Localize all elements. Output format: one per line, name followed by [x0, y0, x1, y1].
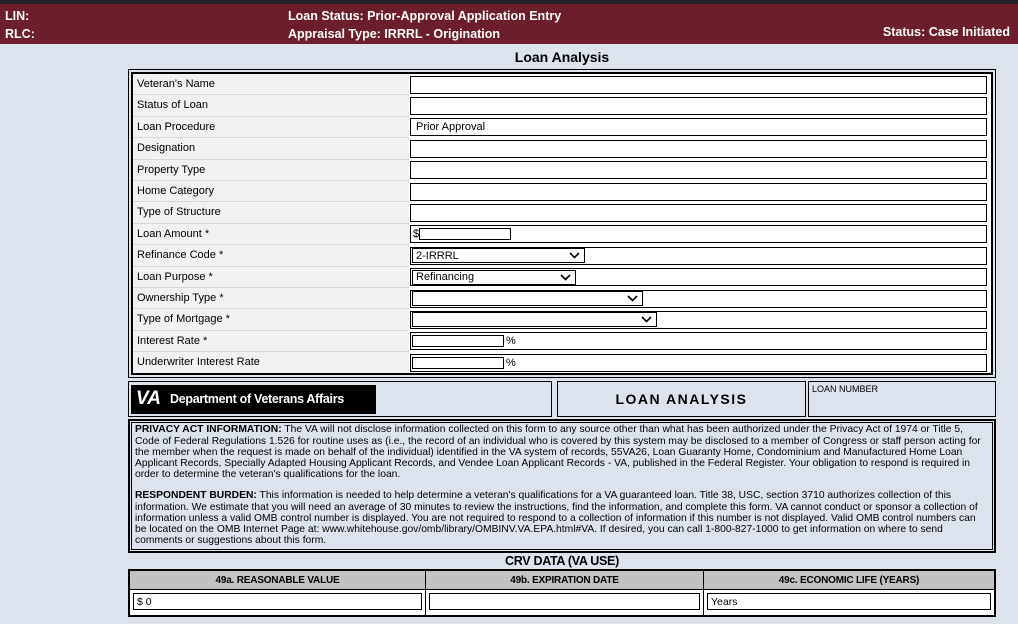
loan-analysis-form: [128, 69, 996, 378]
case-status-text: Status: Case Initiated: [882, 25, 1010, 39]
interest-rate-cell: [410, 332, 987, 350]
privacy-act-label: PRIVACY ACT INFORMATION:: [135, 424, 282, 436]
type-of-mortgage-cell: [410, 311, 987, 329]
field-row-home-category: [133, 181, 991, 202]
field-row-type-of-structure: [133, 202, 991, 223]
field-label: Type of Structure: [133, 202, 409, 223]
status-bar-center: [288, 7, 561, 43]
loan-purpose-select[interactable]: [412, 270, 576, 285]
type-of-structure-input[interactable]: [410, 204, 987, 222]
privacy-notice-box: [128, 419, 996, 552]
field-label: Status of Loan: [133, 95, 409, 116]
privacy-act-paragraph: [135, 424, 988, 480]
field-label: Type of Mortgage *: [133, 309, 409, 330]
va-logo-block: [131, 385, 376, 414]
field-label: Loan Amount *: [133, 224, 409, 245]
privacy-act-text: The VA will not disclose information collected on this form to any source other than what has been authorized under the Privacy Act of 1974 or Title 5, Code of Federal Regulations 1.526 for routine uses as (i.e., the record of an individual who is covered by this system may be disclosed to a member of Congress or staff person acting for the member when the request is made on behalf of the individual) identified in the VA system of records, 55VA26, Loan Guaranty Home, Condominium and Manufactured Home Loan Applicant Records, Specially Adapted Housing Applicant Records, and Vendee Loan Applicant Records - VA, published in the Federal Register. Your obligation to respond is required in order to determine the veteran's qualifications for the loan.: [135, 424, 981, 481]
crv-value-row: [130, 590, 994, 615]
va-form-title-box: LOAN ANALYSIS: [557, 381, 806, 417]
field-row-type-of-mortgage: [133, 309, 991, 330]
field-label: Loan Purpose *: [133, 267, 409, 288]
economic-life-input[interactable]: [707, 593, 991, 610]
type-of-mortgage-select[interactable]: [412, 312, 657, 327]
ownership-type-cell: [410, 290, 987, 308]
percent-sign-label: %: [506, 335, 516, 348]
field-row-underwriter-interest-rate: [133, 352, 991, 373]
chevron-down-icon: [641, 316, 652, 323]
ownership-type-select[interactable]: [412, 291, 643, 306]
field-label: Refinance Code *: [133, 245, 409, 266]
reasonable-value-input[interactable]: [133, 593, 422, 610]
status-bar: [0, 4, 1018, 44]
chevron-down-icon: [560, 274, 571, 281]
respondent-burden-paragraph: [135, 490, 988, 546]
va-logo-icon: [136, 386, 164, 413]
crv-header-expiration-date: 49b. EXPIRATION DATE: [426, 571, 704, 589]
field-row-status-of-loan: [133, 95, 991, 116]
loan-amount-cell: [410, 225, 987, 243]
field-label: Veteran's Name: [133, 74, 409, 95]
field-label: Ownership Type *: [133, 288, 409, 309]
field-row-loan-procedure: [133, 117, 991, 138]
loan-status-text: Loan Status: Prior-Approval Application Entry: [288, 9, 562, 23]
loan-amount-input[interactable]: [419, 228, 511, 240]
field-label: Underwriter Interest Rate: [133, 352, 409, 373]
status-bar-left: [5, 7, 35, 43]
crv-header-row: [130, 571, 994, 590]
loan-purpose-cell: [410, 268, 987, 286]
field-row-veterans-name: [133, 74, 991, 95]
expiration-date-input[interactable]: [429, 593, 700, 610]
chevron-down-icon: [569, 252, 580, 259]
field-row-interest-rate: [133, 331, 991, 352]
field-row-ownership-type: [133, 288, 991, 309]
crv-header-economic-life: 49c. ECONOMIC LIFE (YEARS): [778, 574, 920, 586]
svg-text:VA: VA: [136, 387, 161, 408]
interest-rate-input[interactable]: [412, 335, 504, 347]
dollar-sign-label: $: [413, 228, 420, 241]
crv-data-table: [128, 569, 996, 617]
percent-sign-label: %: [506, 356, 516, 369]
rlc-label: RLC:: [5, 27, 35, 41]
va-agency-box: [128, 381, 552, 417]
field-row-loan-purpose: [133, 267, 991, 288]
field-row-designation: [133, 138, 991, 159]
field-label: Loan Procedure: [133, 117, 409, 138]
va-agency-name: Department of Veterans Affairs: [170, 392, 344, 407]
selected-value: 2-IRRRL: [416, 249, 459, 262]
crv-header-reasonable-value: 49a. REASONABLE VALUE: [130, 571, 426, 589]
field-label: Property Type: [133, 160, 409, 181]
refinance-code-cell: [410, 247, 987, 265]
field-row-property-type: [133, 160, 991, 181]
crv-section-title: CRV DATA (VA USE): [505, 553, 619, 568]
va-form-header: [128, 381, 996, 417]
property-type-input[interactable]: [410, 161, 987, 179]
field-label: Designation: [133, 138, 409, 159]
field-row-refinance-code: [133, 245, 991, 266]
page-title: Loan Analysis: [514, 49, 610, 65]
home-category-input[interactable]: [410, 183, 987, 201]
underwriter-interest-rate-input[interactable]: [412, 357, 504, 369]
refinance-code-select[interactable]: [412, 248, 585, 263]
field-label: Interest Rate *: [133, 331, 409, 352]
selected-value: Refinancing: [416, 271, 475, 284]
lin-label: LIN:: [5, 9, 30, 23]
designation-input[interactable]: [410, 140, 987, 158]
appraisal-type-text: Appraisal Type: IRRRL - Origination: [288, 27, 501, 41]
loan-procedure-input[interactable]: [410, 118, 987, 136]
respondent-burden-text: This information is needed to help determine a veteran's qualifications for a VA guaranteed loan. Title 38, USC, section 3710 authorizes collection of this information. We estimate that you will need an average of 30 minutes to review the instructions, find the information, and complete this form. VA cannot conduct or sponsor a collection of information unless a valid OMB control number is displayed. You are not required to respond to a collection of information if this number is not displayed. Valid OMB control numbers can be located on the OMB Internet Page at: www.whitehouse.gov/omb/library/OMBINV.VA.EPA.html#VA. If desired, you can call 1-800-827-1000 to get information on where to send comments or suggestions about this form.: [135, 490, 978, 547]
field-label: Home Category: [133, 181, 409, 202]
chevron-down-icon: [627, 295, 638, 302]
field-row-loan-amount: [133, 224, 991, 245]
veterans-name-input[interactable]: [410, 76, 987, 94]
respondent-burden-label: RESPONDENT BURDEN:: [135, 490, 257, 502]
loan-number-box: LOAN NUMBER: [808, 381, 996, 417]
underwriter-interest-rate-cell: [410, 354, 987, 372]
status-of-loan-input[interactable]: [410, 97, 987, 115]
